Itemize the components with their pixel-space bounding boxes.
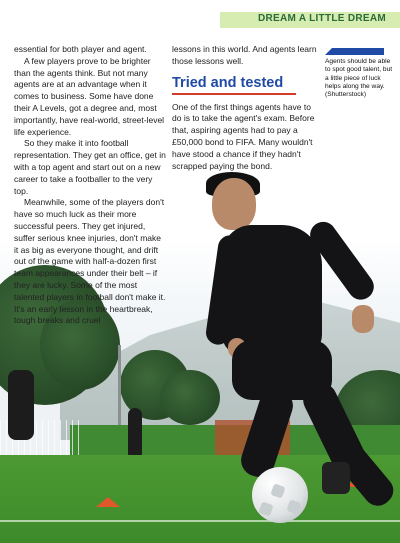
- paragraph: Meanwhile, some of the players don't have so much luck as their more successful peers. They get injured, suffer serious knee injuries, don't make it as big as everyone thought, and drift out of the game with half-a-dozen first team appearances under their belt – if they are lucky. Some of the most talented players in football don't make it. It's an early lesson in the heartbreak, tough breaks and cruel: [14, 197, 166, 326]
- football: [252, 467, 308, 523]
- caption-marker: [325, 48, 384, 55]
- tree: [160, 370, 220, 425]
- player-torso: [222, 225, 322, 355]
- text-column-2: [172, 44, 320, 172]
- player-head: [212, 178, 256, 230]
- text-column-1: [14, 44, 166, 327]
- paragraph: A few players prove to be brighter than the agents think. But not many agents are at an advantage when it comes to business. Some have done their A Levels, got a degree and, most importantly, have real-world, street-level life experience.: [14, 55, 165, 137]
- player-hand: [352, 305, 374, 333]
- ball-panel: [258, 501, 273, 516]
- player-boot: [322, 462, 350, 494]
- running-header: DREAM A LITTLE DREAM: [257, 13, 386, 24]
- photo-caption: [325, 58, 395, 99]
- caption-credit: (Shutterstock): [325, 91, 367, 99]
- paragraph: lessons in this world. And agents learn those lessons well.: [172, 44, 317, 66]
- ball-panel: [286, 499, 301, 514]
- background-player: [8, 370, 34, 440]
- paragraph: So they make it into football representation. They get an office, get in with a top agent and start out on a new career to take a footballer to the very top.: [14, 138, 166, 196]
- background-player: [128, 408, 142, 460]
- caption-text: Agents should be able to spot good talent, but a little piece of luck helps along the way.: [325, 58, 393, 90]
- pitch-line: [0, 520, 400, 522]
- heading-rule: [172, 93, 296, 95]
- training-cone: [96, 497, 120, 507]
- section-heading: Tried and tested: [172, 74, 284, 91]
- paragraph: One of the first things agents have to do is to take the agent's exam. Before that, aspiring agents had to pay a £50,000 bond to FIFA. Many wouldn't have stood a chance if they hadn't scrapped paying the bond.: [172, 101, 315, 171]
- ball-panel: [270, 483, 285, 498]
- paragraph: essential for both player and agent.: [14, 44, 147, 54]
